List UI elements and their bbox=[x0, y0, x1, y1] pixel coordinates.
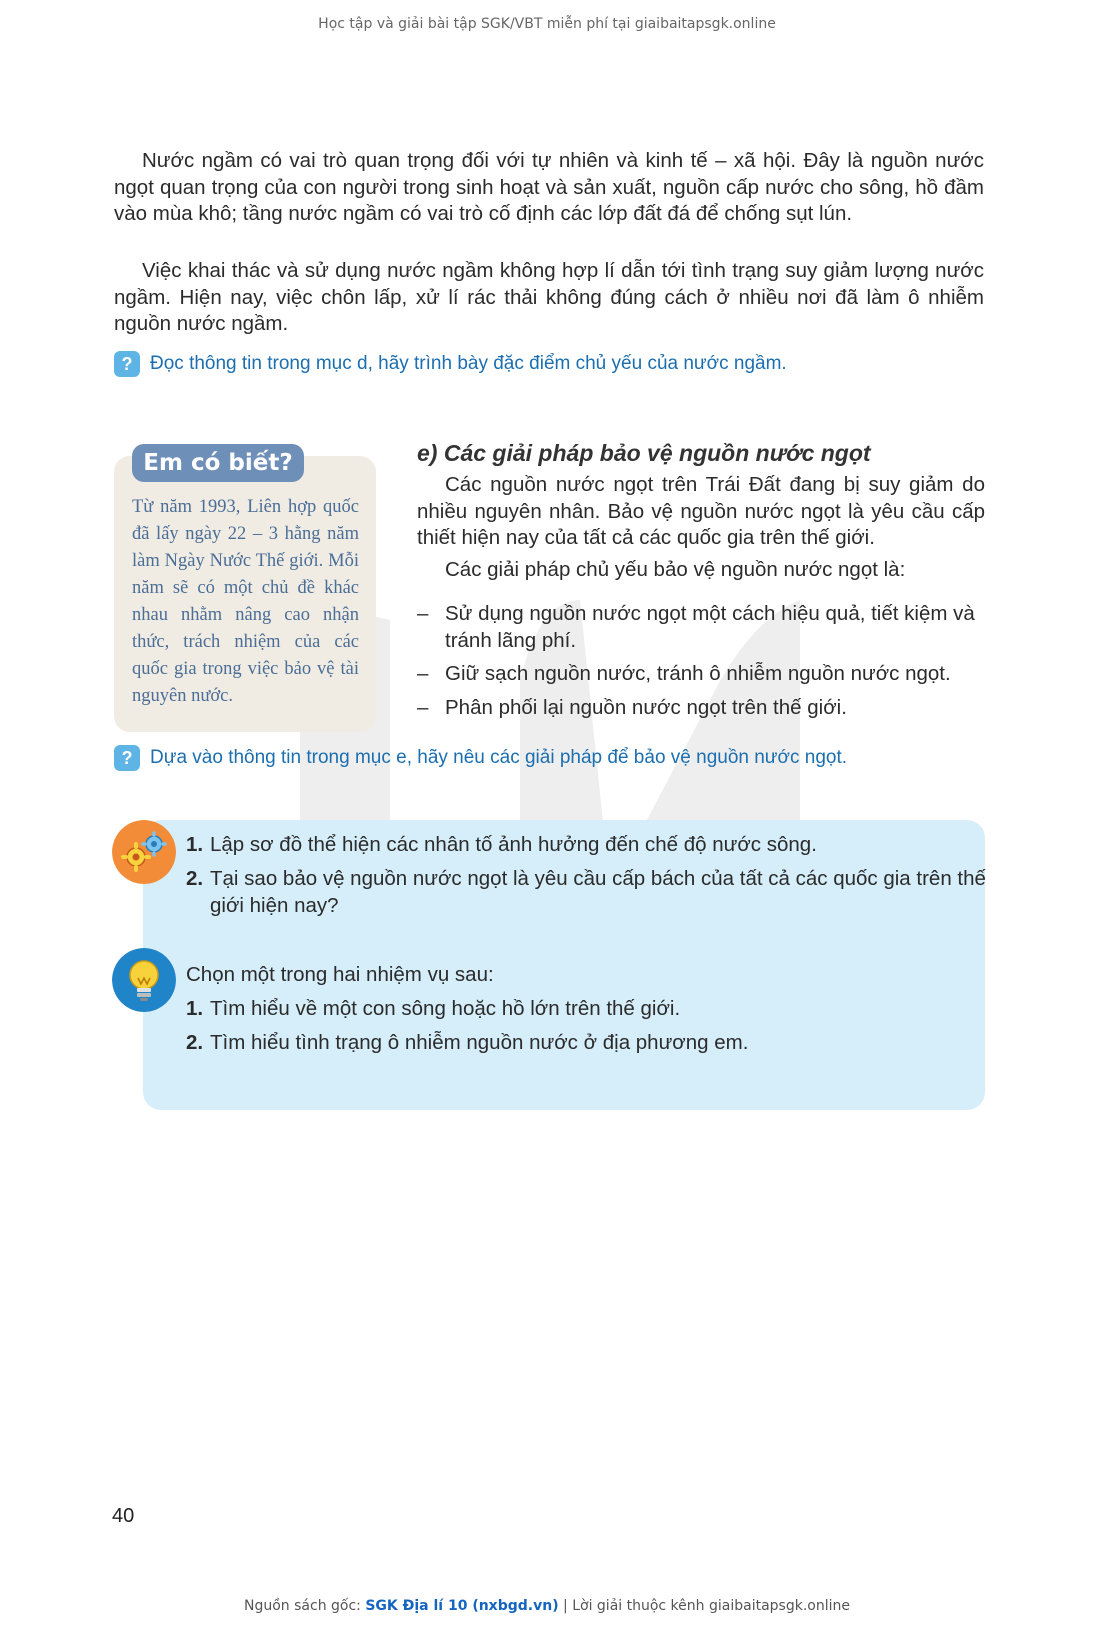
practice-item-1-text: Lập sơ đồ thể hiện các nhân tố ảnh hưởng đến chế độ nước sông. bbox=[210, 833, 817, 856]
question-mark-icon: ? bbox=[114, 351, 140, 377]
gears-icon bbox=[112, 820, 176, 884]
footer-suffix: | Lời giải thuộc kênh giaibaitapsgk.online bbox=[558, 1598, 850, 1614]
application-item-1-text: Tìm hiểu về một con sông hoặc hồ lớn trên thế giới. bbox=[210, 997, 681, 1020]
did-you-know-text: Từ năm 1993, Liên hợp quốc đã lấy ngày 22 – 3 hằng năm làm Ngày Nước Thế giới. Mỗi năm sẽ có một chủ đề khác nhau nhằm nâng cao nhận thức, trách nhiệm của các quốc gia trong việc bảo vệ tài nguyên nước. bbox=[132, 497, 359, 706]
footer-note bbox=[0, 1598, 1094, 1614]
paragraph-groundwater-exploitation: Việc khai thác và sử dụng nước ngầm không hợp lí dẫn tới tình trạng suy giảm lượng nước ngầm. Hiện nay, việc chôn lấp, xử lí rác thải không đúng cách ở nhiều nơi đã làm ô nhiễm nguồn nước ngầm. bbox=[114, 259, 984, 335]
solution-bullet-2 bbox=[417, 661, 985, 688]
application-intro bbox=[186, 962, 986, 989]
application-item-1 bbox=[186, 996, 986, 1023]
section-e-title: e) Các giải pháp bảo vệ nguồn nước ngọt bbox=[417, 440, 871, 466]
footer-prefix: Nguồn sách gốc: bbox=[244, 1598, 366, 1614]
did-you-know-title: Em có biết? bbox=[132, 444, 304, 482]
bullet-dash: – bbox=[417, 602, 429, 625]
application-item-2 bbox=[186, 1030, 986, 1057]
section-e-paragraph-1: Các nguồn nước ngọt trên Trái Đất đang bị suy giảm do nhiều nguyên nhân. Bảo vệ nguồn nước ngọt là yêu cầu cấp thiết hiện nay của tất cả các quốc gia trên thế giới. bbox=[417, 473, 985, 549]
practice-item-2-text: Tại sao bảo vệ nguồn nước ngọt là yêu cầu cấp bách của tất cả các quốc gia trên thế giới hiện nay? bbox=[210, 867, 986, 917]
footer-source-link[interactable]: SGK Địa lí 10 (nxbgd.vn) bbox=[365, 1598, 559, 1614]
header-note: Học tập và giải bài tập SGK/VBT miễn phí tại giaibaitapsgk.online bbox=[318, 16, 776, 32]
question-1 bbox=[114, 349, 787, 379]
solution-bullet-1 bbox=[417, 601, 985, 654]
solution-bullet-2-text: Giữ sạch nguồn nước, tránh ô nhiễm nguồn nước ngọt. bbox=[445, 662, 951, 685]
question-2-text: Dựa vào thông tin trong mục e, hãy nêu các giải pháp để bảo vệ nguồn nước ngọt. bbox=[150, 747, 848, 768]
page-number: 40 bbox=[112, 1505, 135, 1527]
paragraph-groundwater-role: Nước ngầm có vai trò quan trọng đối với tự nhiên và kinh tế – xã hội. Đây là nguồn nước ngọt quan trọng của con người trong sinh hoạt và sản xuất, nguồn cấp nước cho sông, hồ đầm vào mùa khô; tầng nước ngầm có vai trò cố định các lớp đất đá để chống sụt lún. bbox=[114, 149, 984, 225]
application-item-2-number: 2. bbox=[186, 1031, 204, 1054]
practice-item-1 bbox=[186, 832, 986, 859]
application-intro-text: Chọn một trong hai nhiệm vụ sau: bbox=[186, 963, 494, 986]
practice-item-2-number: 2. bbox=[186, 867, 204, 890]
solution-bullet-3 bbox=[417, 695, 985, 722]
solution-bullet-3-text: Phân phối lại nguồn nước ngọt trên thế giới. bbox=[445, 696, 847, 719]
bullet-dash: – bbox=[417, 696, 429, 719]
question-2 bbox=[114, 743, 847, 773]
practice-item-2 bbox=[186, 866, 986, 919]
section-e-paragraph-2: Các giải pháp chủ yếu bảo vệ nguồn nước ngọt là: bbox=[445, 558, 906, 581]
solution-bullet-1-text: Sử dụng nguồn nước ngọt một cách hiệu quả, tiết kiệm và tránh lãng phí. bbox=[445, 602, 975, 652]
application-item-1-number: 1. bbox=[186, 997, 204, 1020]
practice-item-1-number: 1. bbox=[186, 833, 204, 856]
question-mark-icon: ? bbox=[114, 745, 140, 771]
question-1-text: Đọc thông tin trong mục d, hãy trình bày đặc điểm chủ yếu của nước ngầm. bbox=[150, 353, 787, 374]
application-item-2-text: Tìm hiểu tình trạng ô nhiễm nguồn nước ở địa phương em. bbox=[210, 1031, 749, 1054]
lightbulb-icon bbox=[112, 948, 176, 1012]
bullet-dash: – bbox=[417, 662, 429, 685]
